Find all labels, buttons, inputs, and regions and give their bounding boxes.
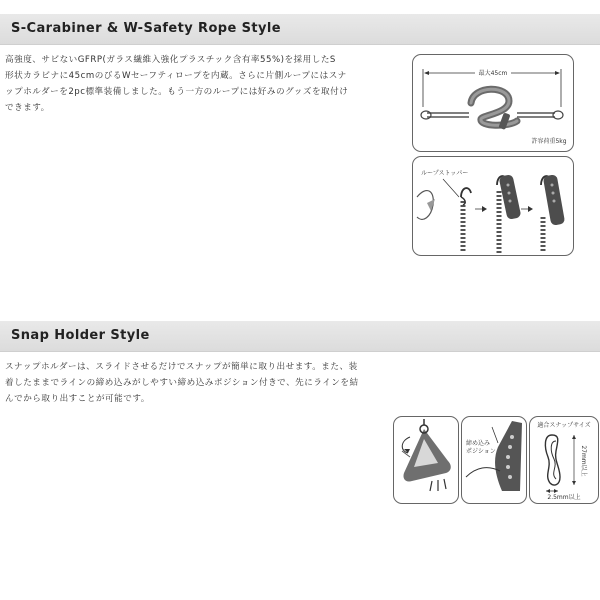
length-label: 最大45cm — [478, 70, 508, 77]
loop-stopper-drawing — [413, 157, 573, 255]
description-line: できます。 — [5, 103, 50, 113]
section-description — [5, 52, 348, 116]
position-label-2: ポジション — [466, 448, 496, 455]
loop-stopper-figure — [412, 156, 574, 256]
position-label-1: 締め込み — [466, 440, 491, 447]
section-description — [5, 359, 359, 407]
load-label: 許容荷重5kg — [531, 138, 567, 145]
description-line: んでから取り出すことが可能です。 — [5, 394, 150, 404]
snap-slide-figure — [393, 416, 459, 504]
description-line: 高強度、サビないGFRP(ガラス繊維入強化プラスチック含有率55%)を採用したS — [5, 55, 336, 65]
tightening-position-figure — [461, 416, 527, 504]
carabiner-rope-figure — [412, 54, 574, 152]
description-line: ップホルダーを2pc標準装備しました。もう一方のループには好みのグッズを取付け — [5, 87, 349, 97]
width-label: 2.5mm以上 — [547, 494, 581, 501]
description-line: 形状カラビナに45cmのびるWセーフティロープを内蔵。さらに片側ループにはスナ — [5, 71, 347, 81]
snap-size-figure — [529, 416, 599, 504]
section-header-s-carabiner — [0, 14, 600, 45]
carabiner-rope-drawing — [413, 55, 573, 151]
tightening-position-drawing — [462, 417, 526, 503]
length-label: 27mm以上 — [580, 445, 587, 477]
section-title: S-Carabiner & W-Safety Rope Style — [11, 21, 281, 36]
snap-slide-drawing — [394, 417, 458, 503]
description-line: スナップホルダーは、スライドさせるだけでスナップが簡単に取り出せます。また、装 — [5, 362, 358, 372]
snap-size-drawing — [530, 417, 598, 503]
stopper-label: ループストッパー — [421, 170, 469, 177]
description-line: 着したままでラインの締め込みがしやすい締め込みポジション付きで、先にラインを結 — [5, 378, 359, 388]
snap-size-label: 適合スナップサイズ — [537, 422, 591, 429]
section-header-snap-holder — [0, 321, 600, 352]
section-title: Snap Holder Style — [11, 328, 150, 343]
